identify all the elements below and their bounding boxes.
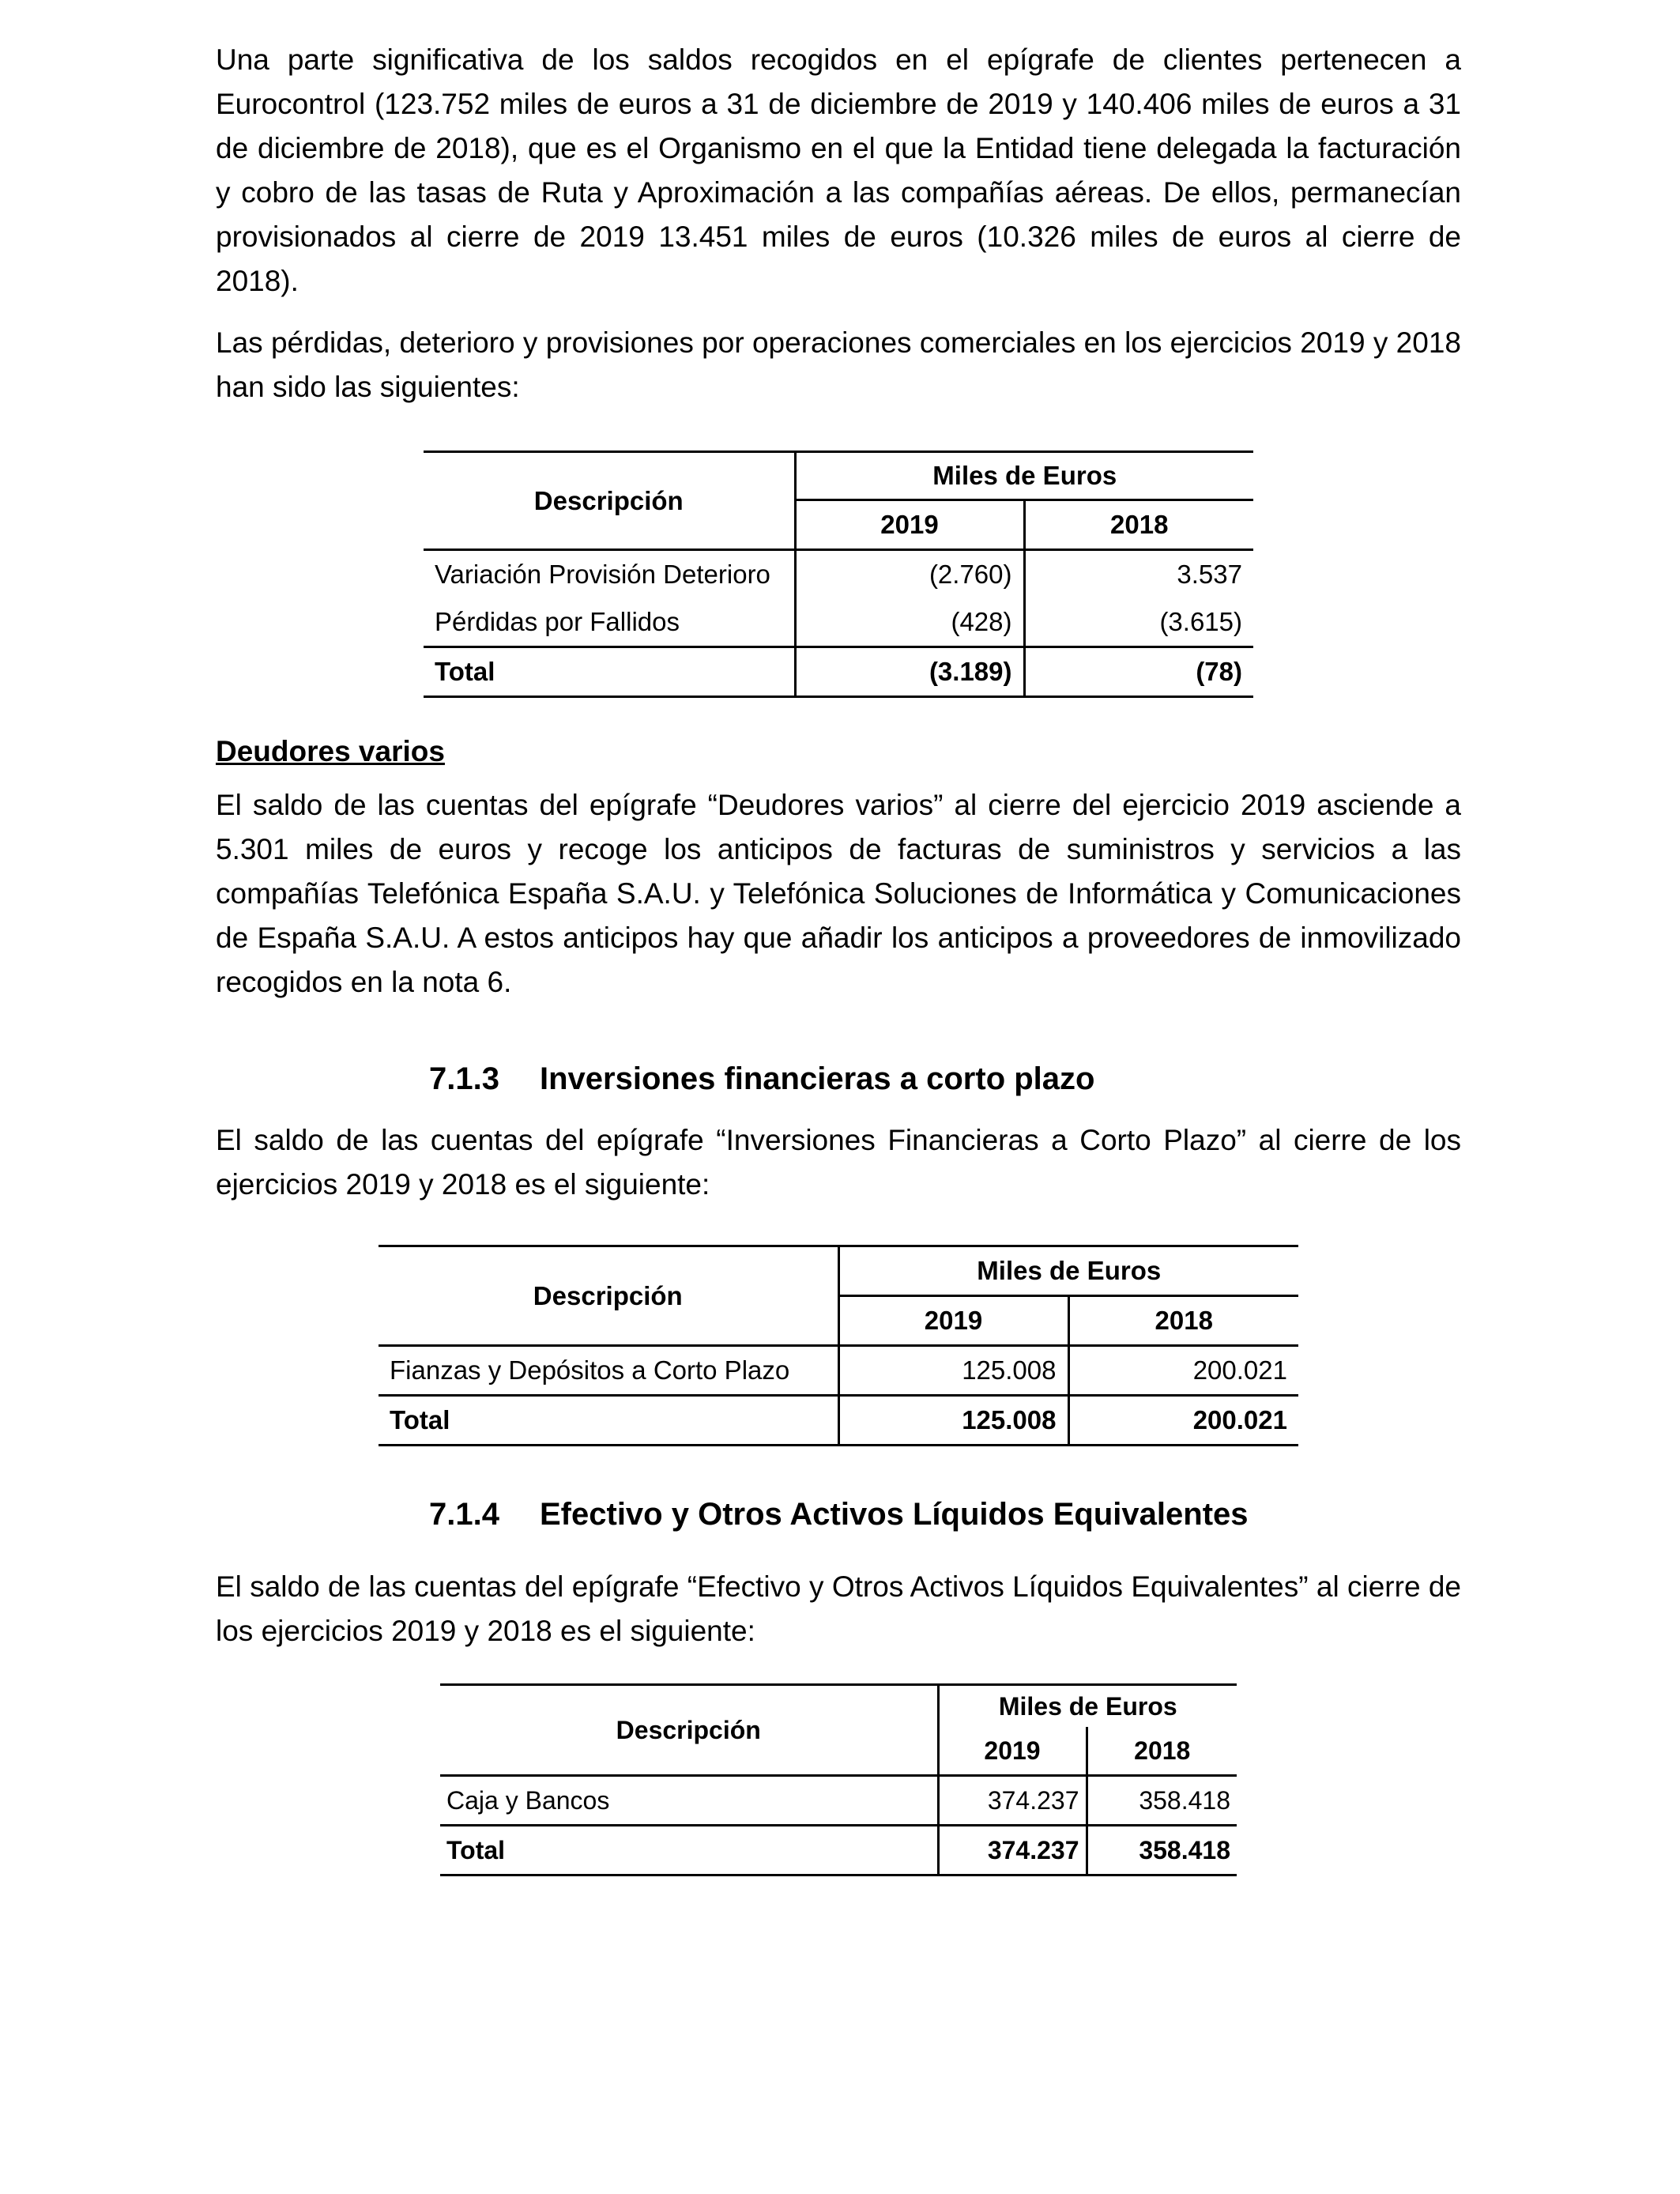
- cash-table: [440, 1683, 1237, 1876]
- intro-paragraph-eurocontrol: Una parte significativa de los saldos recogidos en el epígrafe de clientes pertenecen a Eurocontrol (123.752 miles de euros a 31 de diciembre de 2019 y 140.406 miles de euros a 31 de diciembre de 2018), que es el Organismo en el que la Entidad tiene delegada la facturación y cobro de las tasas de Ruta y Aproximación a las compañías aéreas. De ellos, permanecían provisionados al cierre de 2019 13.451 miles de euros (10.326 miles de euros al cierre de 2018).: [216, 43, 1461, 297]
- losses-table: [424, 450, 1253, 698]
- row-value-2018: (3.615): [1024, 598, 1253, 647]
- total-value-2019: (3.189): [795, 647, 1024, 697]
- total-label: Total: [440, 1826, 938, 1875]
- document-page: [216, 38, 1461, 1876]
- total-value-2019: 125.008: [838, 1396, 1068, 1446]
- row-value-2019: (2.760): [795, 550, 1024, 599]
- row-value-2019: 374.237: [938, 1776, 1087, 1826]
- deudores-paragraph: El saldo de las cuentas del epígrafe “Deudores varios” al cierre del ejercicio 2019 asciende a 5.301 miles de euros y recoge los anticipos de facturas de suministros y servicios a las compañías Telefónica España S.A.U. y Telefónica Soluciones de Informática y Comunicaciones de España S.A.U. A estos anticipos hay que añadir los anticipos a proveedores de inmovilizado recogidos en la nota 6.: [216, 789, 1461, 998]
- table-total-row: [440, 1826, 1237, 1875]
- table-row: [424, 550, 1253, 599]
- table-header-miles-euros: Miles de Euros: [838, 1246, 1298, 1296]
- total-label: Total: [424, 647, 795, 697]
- row-value-2018: 3.537: [1177, 560, 1242, 589]
- table-header-miles-euros: Miles de Euros: [938, 1685, 1237, 1728]
- section-713-heading: Inversiones financieras a corto plazo: [540, 1061, 1095, 1096]
- row-value-2019: 125.008: [838, 1346, 1068, 1396]
- section-713-number: 7.1.3: [429, 1061, 499, 1096]
- table-total-row: [379, 1396, 1298, 1446]
- total-value-2019: 374.237: [938, 1826, 1087, 1875]
- intro-paragraph-losses: Las pérdidas, deterioro y provisiones por operaciones comerciales en los ejercicios 2019 y 2018 han sido las siguientes:: [216, 326, 1461, 403]
- row-label: Caja y Bancos: [440, 1776, 938, 1826]
- table-total-row: [424, 647, 1253, 697]
- row-value-2018: 358.418: [1087, 1776, 1237, 1826]
- section-714-number: 7.1.4: [429, 1497, 499, 1532]
- row-label: Fianzas y Depósitos a Corto Plazo: [379, 1346, 838, 1396]
- table-row: [440, 1776, 1237, 1826]
- section-714-title: [216, 1492, 1461, 1536]
- table-header-year-2018: 2018: [1087, 1727, 1237, 1776]
- table-row: [379, 1346, 1298, 1396]
- row-value-2019: (428): [795, 598, 1024, 647]
- table-header-year-2019: 2019: [838, 1296, 1068, 1346]
- table-header-description: Descripción: [379, 1246, 838, 1346]
- table-row: [424, 598, 1253, 647]
- section-713-title: [216, 1057, 1461, 1101]
- total-value-2018: 358.418: [1087, 1826, 1237, 1875]
- table-header-year-2019: 2019: [795, 500, 1024, 550]
- deudores-heading: Deudores varios: [216, 735, 445, 767]
- total-label: Total: [379, 1396, 838, 1446]
- section-714-paragraph: El saldo de las cuentas del epígrafe “Efectivo y Otros Activos Líquidos Equivalentes” al cierre de los ejercicios 2019 y 2018 es el siguiente:: [216, 1570, 1461, 1647]
- investments-table: [379, 1245, 1298, 1446]
- row-value-2018: 200.021: [1068, 1346, 1298, 1396]
- total-value-2018: (78): [1024, 647, 1253, 697]
- row-label: Pérdidas por Fallidos: [424, 598, 795, 647]
- table-header-year-2018: 2018: [1068, 1296, 1298, 1346]
- section-713-paragraph: El saldo de las cuentas del epígrafe “Inversiones Financieras a Corto Plazo” al cierre de los ejercicios 2019 y 2018 es el siguiente:: [216, 1124, 1461, 1201]
- table-header-year-2018: 2018: [1024, 500, 1253, 550]
- section-714-heading: Efectivo y Otros Activos Líquidos Equivalentes: [540, 1497, 1249, 1532]
- total-value-2018: 200.021: [1068, 1396, 1298, 1446]
- table-header-description: Descripción: [424, 452, 795, 550]
- table-header-description: Descripción: [440, 1685, 938, 1776]
- table-header-year-2019: 2019: [938, 1727, 1087, 1776]
- row-label: Variación Provisión Deterioro: [424, 550, 795, 599]
- table-header-miles-euros: Miles de Euros: [795, 452, 1253, 500]
